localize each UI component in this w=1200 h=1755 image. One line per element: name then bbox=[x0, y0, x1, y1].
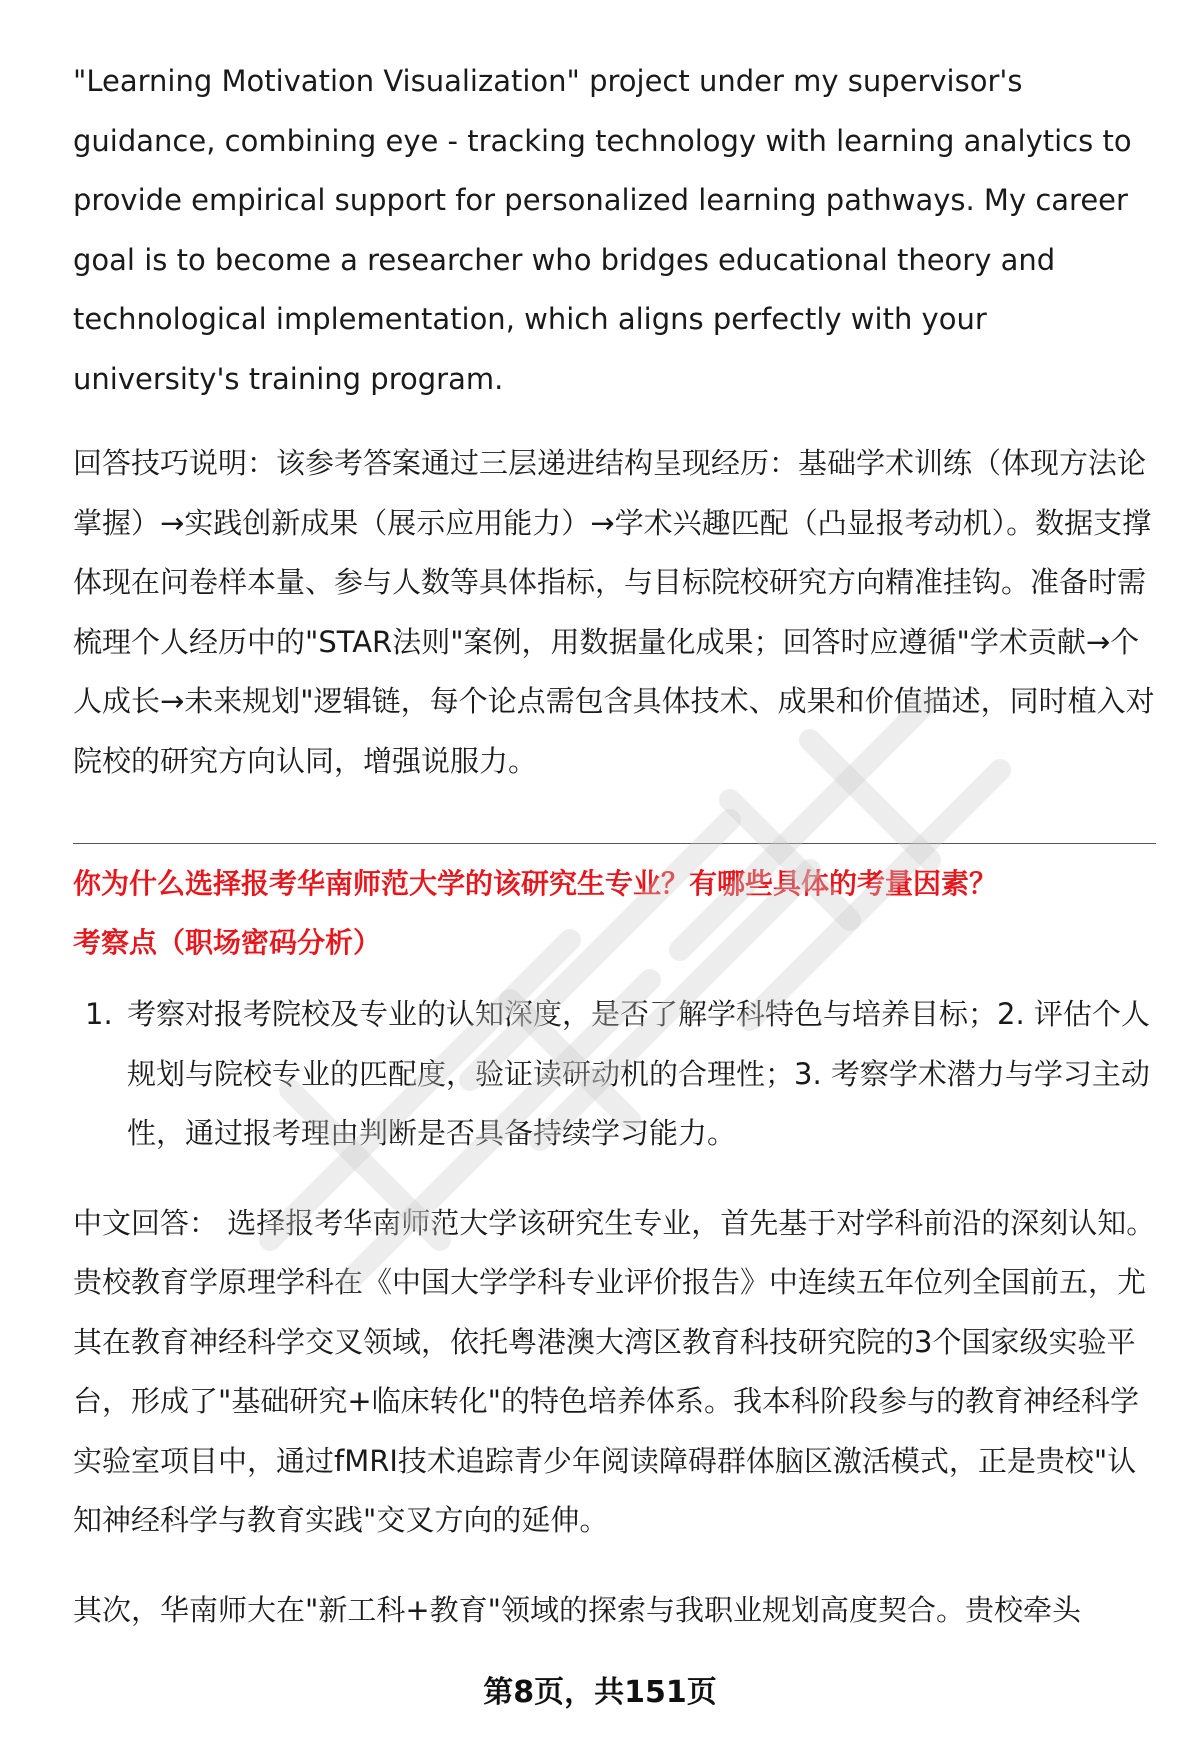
section-divider bbox=[73, 843, 1156, 844]
focus-list-item bbox=[73, 985, 1156, 1164]
focus-list bbox=[73, 985, 1156, 1164]
english-paragraph: "Learning Motivation Visualization" project under my supervisor's guidance, combining eye - tracking technology with learning analytics to provide empirical support for personalized learning pathways. My career goal is to become a researcher who bridges educational theory and technological implementation, which aligns perfectly with your university's training program. bbox=[73, 64, 1132, 396]
next-paragraph: 其次，华南师大在"新工科+教育"领域的探索与我职业规划高度契合。贵校牵头 bbox=[73, 1592, 1081, 1627]
answer-tips-paragraph: 回答技巧说明：该参考答案通过三层递进结构呈现经历：基础学术训练（体现方法论掌握）→实践创新成果（展示应用能力）→学术兴趣匹配（凸显报考动机）。数据支撑体现在问卷样本量、参与人数等具体指标，与目标院校研究方向精准挂钩。准备时需梳理个人经历中的"STAR法则"案例，用数据量化成果；回答时应遵循"学术贡献→个人成长→未来规划"逻辑链，每个论点需包含具体技术、成果和价值描述，同时植入对院校的研究方向认同，增强说服力。 bbox=[73, 446, 1155, 778]
page-number-footer: 第8页，共151页 bbox=[483, 1675, 717, 1710]
list-item-number: 1. bbox=[85, 997, 113, 1031]
focus-heading: 考察点（职场密码分析） bbox=[73, 926, 382, 959]
list-item-text: 考察对报考院校及专业的认知深度，是否了解学科特色与培养目标；2. 评估个人规划与院校专业的匹配度，验证读研动机的合理性；3. 考察学术潜力与学习主动性，通过报考理由判断是否具备持续学习能力。 bbox=[127, 997, 1150, 1150]
chinese-answer-paragraph: 中文回答： 选择报考华南师范大学该研究生专业，首先基于对学科前沿的深刻认知。贵校教育学原理学科在《中国大学学科专业评价报告》中连续五年位列全国前五，尤其在教育神经科学交叉领域，依托粤港澳大湾区教育科技研究院的3个国家级实验平台，形成了"基础研究+临床转化"的特色培养体系。我本科阶段参与的教育神经科学实验室项目中，通过fMRI技术追踪青少年阅读障碍群体脑区激活模式，正是贵校"认知神经科学与教育实践"交叉方向的延伸。 bbox=[73, 1205, 1156, 1537]
document-page bbox=[73, 52, 1156, 1640]
question-title: 你为什么选择报考华南师范大学的该研究生专业？有哪些具体的考量因素？ bbox=[73, 867, 998, 900]
